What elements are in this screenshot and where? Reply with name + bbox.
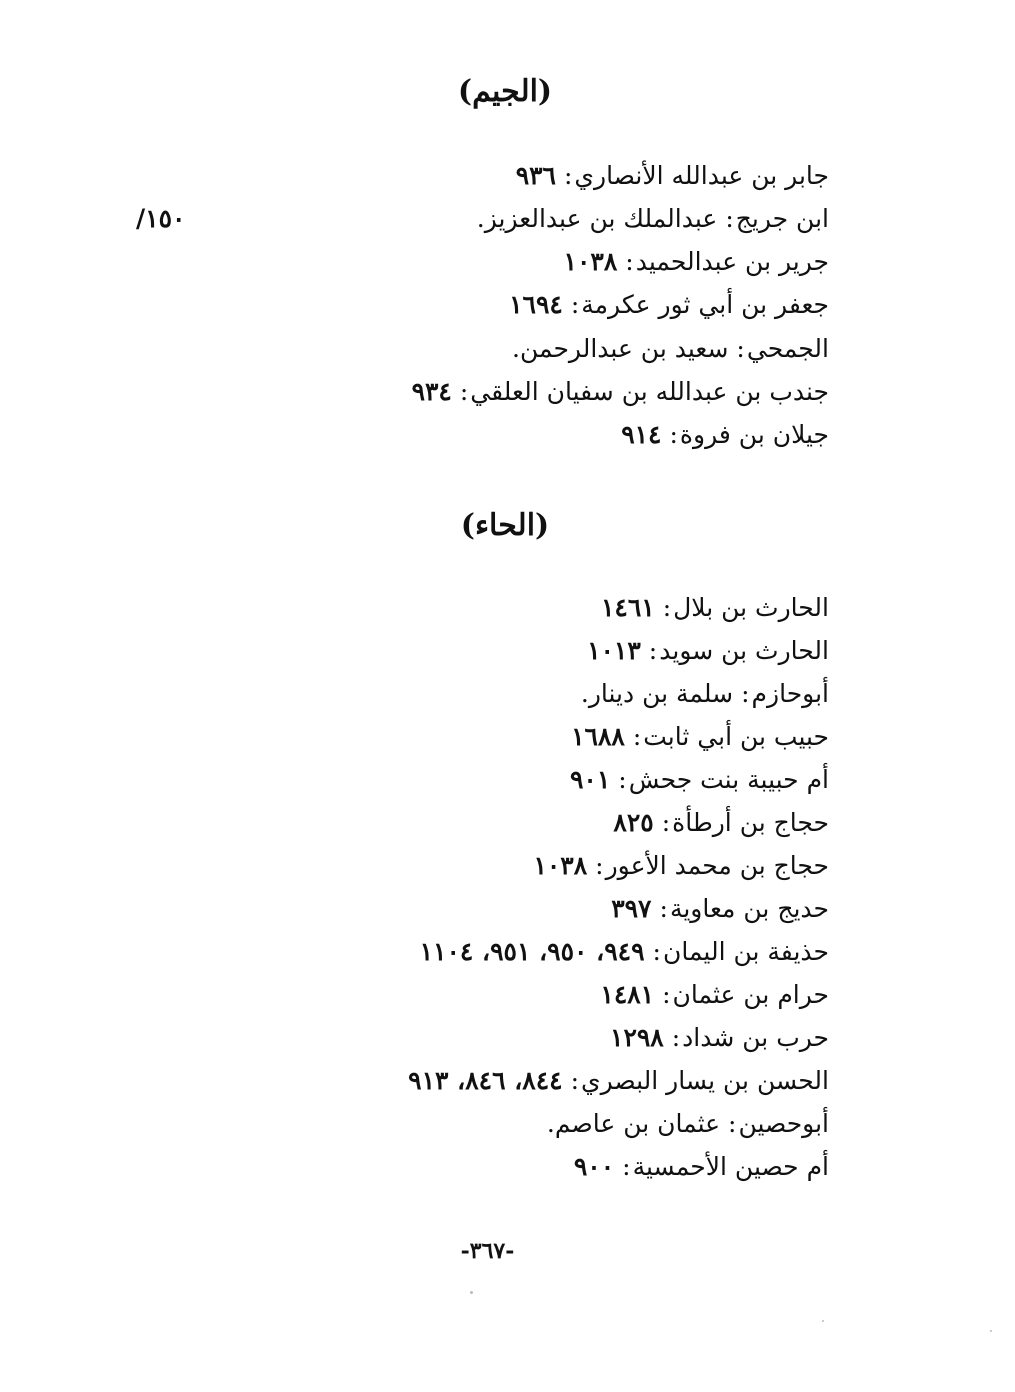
entry-name: حجاج بن محمد الأعور <box>605 851 829 880</box>
entry-separator: : <box>595 851 604 880</box>
entry-separator: : <box>662 980 671 1009</box>
entry-name: حرام بن عثمان <box>672 980 829 1009</box>
entry-refs: ٩٣٦ <box>515 161 556 190</box>
index-entry <box>601 588 829 628</box>
page-number: -٣٦٧- <box>460 1238 515 1264</box>
entry-refs: ١٠٣٨ <box>533 851 588 880</box>
index-entry <box>564 242 829 282</box>
scan-speck <box>990 1330 992 1332</box>
entry-name: جندب بن عبدالله بن سفيان العلقي <box>470 377 829 406</box>
entry-refs: ٣٩٧ <box>611 894 652 923</box>
index-entry <box>587 631 829 671</box>
index-entry <box>574 1147 829 1187</box>
entry-refs: ١٠١٣ <box>587 636 641 665</box>
index-entry <box>516 156 829 196</box>
entry-separator: : <box>661 808 671 837</box>
index-entry <box>509 285 829 325</box>
entry-separator: : <box>570 290 580 319</box>
entry-separator: : <box>741 679 750 708</box>
entry-separator: : <box>728 1109 737 1138</box>
entry-name: حديج بن معاوية <box>669 894 829 923</box>
entry-separator: : <box>459 377 469 406</box>
entry-name: الجمحي <box>746 334 829 363</box>
entry-separator: : <box>570 1066 580 1095</box>
index-entry <box>547 1104 829 1144</box>
entry-separator: : <box>671 1023 681 1052</box>
entry-refs: ٩٣٤ <box>411 377 452 406</box>
index-entry <box>477 199 829 239</box>
entry-separator: : <box>662 593 672 622</box>
entry-name: الحارث بن بلال <box>673 593 829 622</box>
index-entry <box>600 975 829 1015</box>
entry-name: أبوحصين <box>738 1109 829 1138</box>
index-entry <box>512 329 829 369</box>
index-entry <box>613 803 829 843</box>
entry-refs: ١٦٩٤ <box>509 290 563 319</box>
entry-name: أبوحازم <box>751 679 829 708</box>
entry-name: حذيفة بن اليمان <box>662 937 829 966</box>
section-heading-jeem: (الجيم) <box>457 74 553 109</box>
entry-separator: : <box>632 722 642 751</box>
entry-refs: عثمان بن عاصم. <box>546 1109 721 1138</box>
entry-separator: : <box>648 636 658 665</box>
entry-refs: سلمة بن دينار. <box>580 679 734 708</box>
entry-refs: ١٤٦١ <box>600 593 655 622</box>
entry-refs: ١٠٣٨ <box>563 247 618 276</box>
index-entry <box>611 889 829 929</box>
entry-separator: : <box>652 937 661 966</box>
entry-name: أم حصين الأحمسية <box>632 1152 829 1181</box>
entry-refs: عبدالملك بن عبدالعزيز. <box>476 204 718 233</box>
entry-name: ابن جريج <box>735 204 829 233</box>
entry-separator: : <box>736 334 745 363</box>
entry-refs: ٩١٤ <box>621 420 662 449</box>
entry-name: جعفر بن أبي ثور عكرمة <box>581 290 829 319</box>
index-entry <box>412 372 829 412</box>
entry-refs: ١٤٨١ <box>600 980 655 1009</box>
entry-name: جرير بن عبدالحميد <box>635 247 829 276</box>
index-entry <box>621 415 829 455</box>
entry-refs: ٨٢٥ <box>613 808 654 837</box>
entry-separator: : <box>622 1152 631 1181</box>
entry-refs: ٩٠١ <box>569 765 611 794</box>
section-heading-haa: (الحاء) <box>460 508 550 543</box>
index-entry <box>570 760 829 800</box>
index-entry <box>420 932 829 972</box>
entry-name: حبيب بن أبي ثابت <box>643 722 829 751</box>
entry-separator: : <box>563 161 573 190</box>
entry-name: أم حبيبة بنت جحش <box>628 765 829 794</box>
scan-speck <box>822 1320 824 1322</box>
entry-separator: : <box>669 420 678 449</box>
entry-name: الحسن بن يسار البصري <box>581 1066 829 1095</box>
index-entry <box>610 1018 829 1058</box>
entry-refs: ٨٤٤، ٨٤٦، ٩١٣ <box>408 1066 563 1095</box>
entry-separator: : <box>625 247 634 276</box>
entry-name: حجاج بن أرطأة <box>672 808 829 837</box>
marginal-page-note: ١٥٠/ <box>136 204 186 233</box>
entry-name: الحارث بن سويد <box>659 636 829 665</box>
scan-speck <box>470 1291 473 1294</box>
index-entry <box>581 674 829 714</box>
entry-name: جابر بن عبدالله الأنصاري <box>574 161 829 190</box>
index-entry <box>533 846 829 886</box>
entry-refs: ٩٤٩، ٩٥٠، ٩٥١، ١١٠٤ <box>419 937 645 966</box>
index-entry <box>571 717 829 757</box>
entry-name: جيلان بن فروة <box>679 420 829 449</box>
entry-separator: : <box>618 765 627 794</box>
entry-refs: ٩٠٠ <box>573 1152 615 1181</box>
entry-separator: : <box>659 894 668 923</box>
entry-name: حرب بن شداد <box>682 1023 829 1052</box>
index-entry <box>408 1061 829 1101</box>
entry-separator: : <box>725 204 734 233</box>
entry-refs: ١٢٩٨ <box>610 1023 664 1052</box>
entry-refs: سعيد بن عبدالرحمن. <box>512 334 729 363</box>
entry-refs: ١٦٨٨ <box>571 722 625 751</box>
